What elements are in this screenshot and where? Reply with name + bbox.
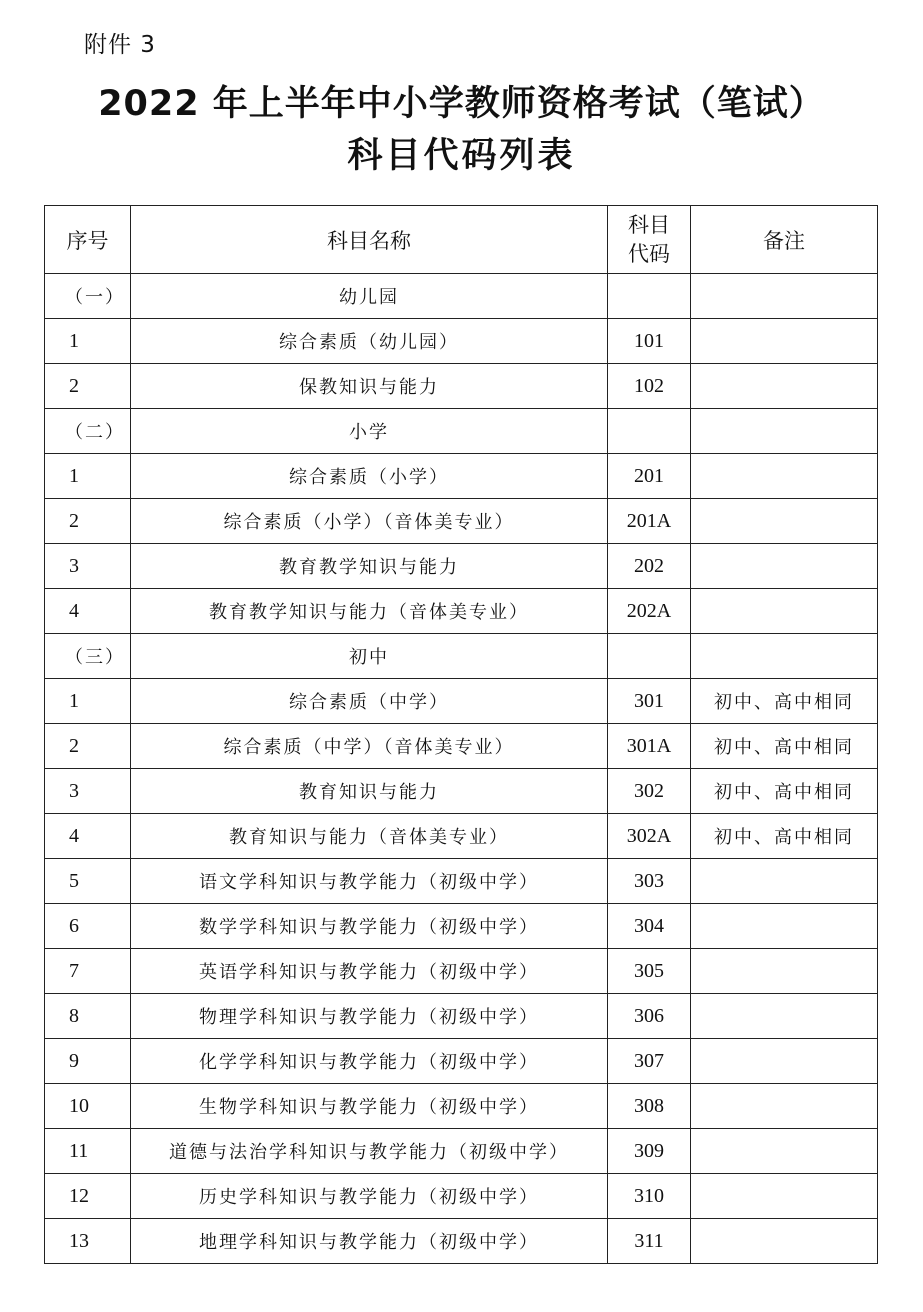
section-row: [45, 274, 878, 319]
row-subject-name: 英语学科知识与教学能力（初级中学）: [131, 949, 608, 994]
row-subject-code: 305: [608, 949, 691, 994]
row-subject-name: 道德与法治学科知识与教学能力（初级中学）: [131, 1129, 608, 1174]
table-row: [45, 589, 878, 634]
row-subject-code: 301: [608, 679, 691, 724]
header-note: 备注: [691, 206, 878, 274]
row-subject-code: 310: [608, 1174, 691, 1219]
row-subject-code: 202A: [608, 589, 691, 634]
row-subject-name: 综合素质（小学）（音体美专业）: [131, 499, 608, 544]
row-subject-code: 201: [608, 454, 691, 499]
attachment-label: 附件 3: [84, 32, 156, 58]
row-seq: 2: [45, 724, 131, 769]
row-subject-code: [608, 274, 691, 319]
table-header-row: [45, 206, 878, 274]
row-seq: （二）: [45, 409, 131, 454]
row-seq: 3: [45, 769, 131, 814]
table-row: [45, 724, 878, 769]
table-row: [45, 814, 878, 859]
row-subject-code: 102: [608, 364, 691, 409]
row-subject-name: 数学学科知识与教学能力（初级中学）: [131, 904, 608, 949]
row-note: 初中、高中相同: [691, 679, 878, 724]
row-subject-code: 307: [608, 1039, 691, 1084]
document-title-line1: 2022 年上半年中小学教师资格考试（笔试）: [98, 84, 825, 124]
row-note: [691, 1129, 878, 1174]
row-subject-code: 301A: [608, 724, 691, 769]
row-subject-code: 302A: [608, 814, 691, 859]
row-note: [691, 949, 878, 994]
section-row: [45, 409, 878, 454]
row-seq: 1: [45, 454, 131, 499]
row-seq: （一）: [45, 274, 131, 319]
row-subject-name: 地理学科知识与教学能力（初级中学）: [131, 1219, 608, 1264]
table-row: [45, 319, 878, 364]
table-row: [45, 364, 878, 409]
row-note: [691, 904, 878, 949]
row-subject-code: 306: [608, 994, 691, 1039]
row-seq: 1: [45, 319, 131, 364]
table-row: [45, 994, 878, 1039]
row-seq: 11: [45, 1129, 131, 1174]
document-title-line2: 科目代码列表: [347, 136, 576, 176]
row-subject-code: 308: [608, 1084, 691, 1129]
row-note: [691, 454, 878, 499]
row-note: [691, 1039, 878, 1084]
row-note: 初中、高中相同: [691, 724, 878, 769]
row-subject-code: 101: [608, 319, 691, 364]
row-subject-name: 小学: [131, 409, 608, 454]
header-code-line1: 科目: [628, 212, 670, 237]
table-row: [45, 769, 878, 814]
row-subject-name: 综合素质（小学）: [131, 454, 608, 499]
row-subject-name: 初中: [131, 634, 608, 679]
row-subject-name: 语文学科知识与教学能力（初级中学）: [131, 859, 608, 904]
table-row: [45, 544, 878, 589]
row-subject-name: 保教知识与能力: [131, 364, 608, 409]
row-note: [691, 1084, 878, 1129]
table-row: [45, 499, 878, 544]
row-subject-name: 历史学科知识与教学能力（初级中学）: [131, 1174, 608, 1219]
row-note: [691, 589, 878, 634]
row-note: [691, 1174, 878, 1219]
row-seq: 2: [45, 499, 131, 544]
row-seq: 3: [45, 544, 131, 589]
row-seq: 12: [45, 1174, 131, 1219]
row-subject-code: 303: [608, 859, 691, 904]
row-subject-name: 综合素质（中学）: [131, 679, 608, 724]
row-note: [691, 1219, 878, 1264]
table-row: [45, 859, 878, 904]
row-subject-name: 生物学科知识与教学能力（初级中学）: [131, 1084, 608, 1129]
row-subject-code: 201A: [608, 499, 691, 544]
row-subject-name: 教育教学知识与能力（音体美专业）: [131, 589, 608, 634]
row-seq: 10: [45, 1084, 131, 1129]
row-note: [691, 319, 878, 364]
row-seq: 9: [45, 1039, 131, 1084]
row-subject-code: 309: [608, 1129, 691, 1174]
row-subject-code: [608, 409, 691, 454]
row-seq: （三）: [45, 634, 131, 679]
header-name: 科目名称: [131, 206, 608, 274]
table-row: [45, 904, 878, 949]
row-subject-code: 304: [608, 904, 691, 949]
row-note: [691, 499, 878, 544]
table-row: [45, 949, 878, 994]
header-code-line2: 代码: [628, 241, 670, 266]
row-seq: 13: [45, 1219, 131, 1264]
table-row: [45, 454, 878, 499]
row-seq: 1: [45, 679, 131, 724]
row-subject-name: 教育知识与能力: [131, 769, 608, 814]
row-seq: 6: [45, 904, 131, 949]
row-seq: 4: [45, 814, 131, 859]
subject-code-table: [44, 205, 878, 1264]
row-subject-code: 302: [608, 769, 691, 814]
row-subject-code: 311: [608, 1219, 691, 1264]
row-subject-name: 教育教学知识与能力: [131, 544, 608, 589]
row-seq: 2: [45, 364, 131, 409]
row-note: [691, 634, 878, 679]
row-subject-name: 综合素质（幼儿园）: [131, 319, 608, 364]
table-row: [45, 1174, 878, 1219]
table-row: [45, 1129, 878, 1174]
row-note: [691, 544, 878, 589]
table-body: [45, 274, 878, 1264]
table-row: [45, 1219, 878, 1264]
row-subject-name: 幼儿园: [131, 274, 608, 319]
row-note: [691, 409, 878, 454]
row-note: [691, 994, 878, 1039]
row-subject-name: 教育知识与能力（音体美专业）: [131, 814, 608, 859]
table-row: [45, 679, 878, 724]
row-subject-name: 综合素质（中学）（音体美专业）: [131, 724, 608, 769]
header-seq: 序号: [45, 206, 131, 274]
row-subject-name: 物理学科知识与教学能力（初级中学）: [131, 994, 608, 1039]
row-note: [691, 859, 878, 904]
row-subject-code: [608, 634, 691, 679]
header-code: [608, 206, 691, 274]
table-row: [45, 1084, 878, 1129]
row-note: [691, 364, 878, 409]
row-note: [691, 274, 878, 319]
row-note: 初中、高中相同: [691, 814, 878, 859]
row-subject-code: 202: [608, 544, 691, 589]
row-subject-name: 化学学科知识与教学能力（初级中学）: [131, 1039, 608, 1084]
row-note: 初中、高中相同: [691, 769, 878, 814]
row-seq: 7: [45, 949, 131, 994]
row-seq: 5: [45, 859, 131, 904]
row-seq: 8: [45, 994, 131, 1039]
table-row: [45, 1039, 878, 1084]
section-row: [45, 634, 878, 679]
row-seq: 4: [45, 589, 131, 634]
